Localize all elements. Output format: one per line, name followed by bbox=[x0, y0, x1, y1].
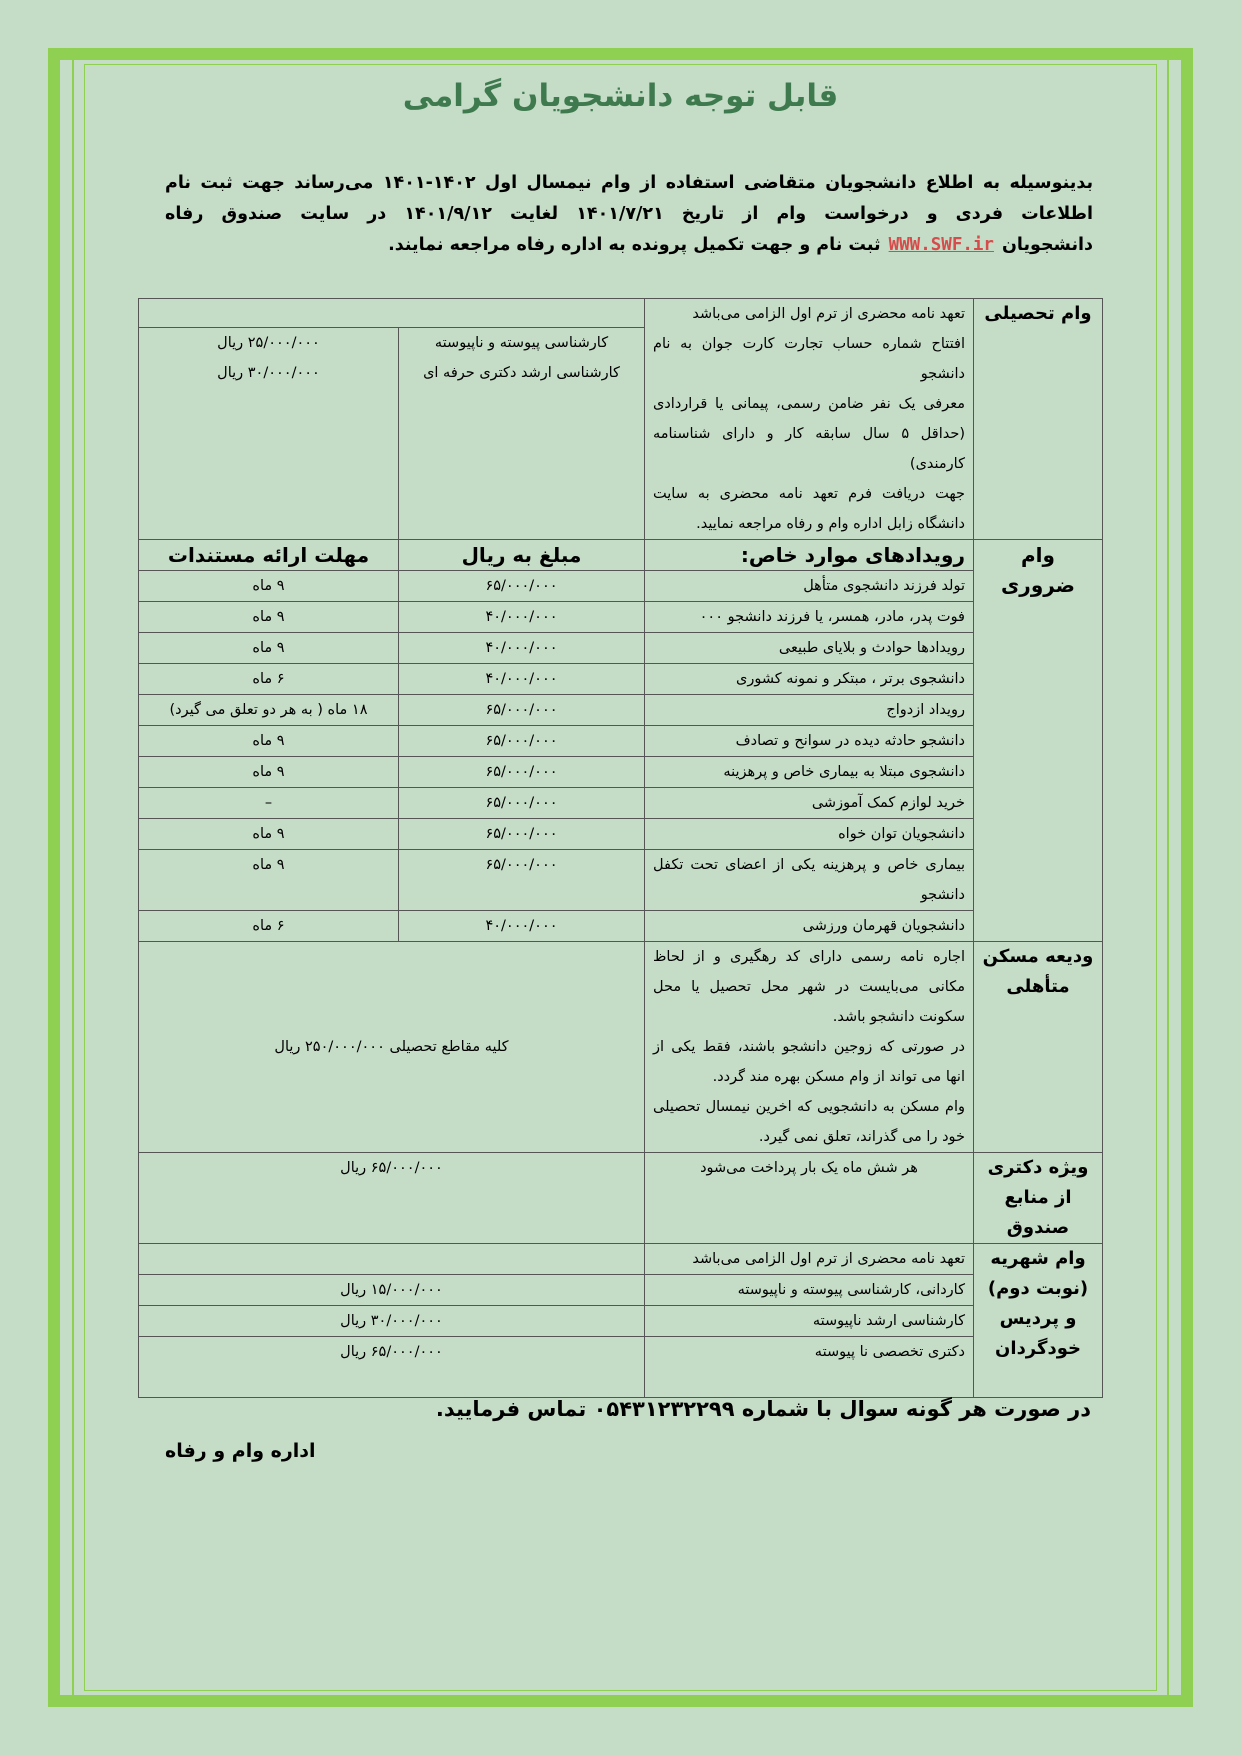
event-cell: دانشجو حادثه دیده در سوانح و تصادف bbox=[645, 726, 974, 757]
phd-description: هر شش ماه یک بار پرداخت می‌شود bbox=[645, 1153, 974, 1244]
housing-amount: کلیه مقاطع تحصیلی ۲۵۰/۰۰۰/۰۰۰ ریال bbox=[139, 942, 645, 1153]
condition-item: تعهد نامه محضری از ترم اول الزامی می‌باشد bbox=[692, 306, 965, 322]
deadline-cell: ۹ ماه bbox=[139, 571, 399, 602]
deadline-cell: – bbox=[139, 788, 399, 819]
page-title: قابل توجه دانشجویان گرامی bbox=[402, 78, 839, 114]
table-row bbox=[139, 757, 1103, 788]
amount-cell: ۳۰/۰۰۰/۰۰۰ ریال bbox=[139, 1306, 645, 1337]
amount-cell: ۴۰/۰۰۰/۰۰۰ bbox=[399, 664, 645, 695]
deadline-cell: ۹ ماه bbox=[139, 633, 399, 664]
condition-item: اجاره نامه رسمی دارای کد رهگیری و از لحاظ مکانی می‌بایست در شهر محل تحصیل یا محل سکونت دانشجو باشد. bbox=[653, 949, 965, 1025]
amount-item: ۳۰/۰۰۰/۰۰۰ ریال bbox=[217, 365, 320, 381]
event-cell: دانشجوی مبتلا به بیماری خاص و پرهزینه bbox=[645, 757, 974, 788]
table-row bbox=[139, 1337, 1103, 1398]
event-cell: رویدادها حوادث و بلایای طبیعی bbox=[645, 633, 974, 664]
amount-item: ۲۵/۰۰۰/۰۰۰ ریال bbox=[217, 335, 320, 351]
contact-note: در صورت هر گونه سوال با شماره ۰۵۴۳۱۲۳۲۲۹۹ تماس فرمایید. bbox=[435, 1397, 1091, 1421]
table-row bbox=[139, 664, 1103, 695]
event-cell: خرید لوازم کمک آموزشی bbox=[645, 788, 974, 819]
level-item: کارشناسی ارشد دکتری حرفه ای bbox=[423, 365, 620, 381]
event-cell: تولد فرزند دانشجوی متأهل bbox=[645, 571, 974, 602]
table-row bbox=[139, 571, 1103, 602]
table-row bbox=[139, 1275, 1103, 1306]
deadline-cell: ۹ ماه bbox=[139, 850, 399, 911]
header-events: رویدادهای موارد خاص: bbox=[645, 540, 974, 571]
event-cell: بیماری خاص و پرهزینه یکی از اعضای تحت تکفل دانشجو bbox=[645, 850, 974, 911]
category-tuition-loan: وام شهریه (نوبت دوم) و پردیس خودگردان bbox=[974, 1244, 1103, 1398]
event-cell: فوت پدر، مادر، همسر، یا فرزند دانشجو ۰۰۰ bbox=[645, 602, 974, 633]
deadline-cell: ۶ ماه bbox=[139, 664, 399, 695]
amount-cell: ۶۵/۰۰۰/۰۰۰ bbox=[399, 819, 645, 850]
empty-cell bbox=[139, 299, 645, 328]
amount-cell: ۴۰/۰۰۰/۰۰۰ bbox=[399, 633, 645, 664]
amount-cell: ۶۵/۰۰۰/۰۰۰ bbox=[399, 726, 645, 757]
amount-cell: ۴۰/۰۰۰/۰۰۰ bbox=[399, 602, 645, 633]
deadline-cell: ۹ ماه bbox=[139, 726, 399, 757]
condition-item: معرفی یک نفر ضامن رسمی، پیمانی یا قراردادی (حداقل ۵ سال سابقه کار و دارای شناسنامه کارمندی) bbox=[653, 396, 965, 472]
intro-paragraph bbox=[165, 168, 1093, 261]
condition-item: وام مسکن به دانشجویی که اخرین نیمسال تحصیلی خود را می گذراند، تعلق نمی گیرد. bbox=[653, 1099, 965, 1145]
housing-conditions bbox=[645, 942, 974, 1153]
category-housing-loan: ودیعه مسکن متأهلی bbox=[974, 942, 1103, 1153]
amount-cell: ۱۵/۰۰۰/۰۰۰ ریال bbox=[139, 1275, 645, 1306]
amount-cell: ۶۵/۰۰۰/۰۰۰ bbox=[399, 788, 645, 819]
swf-link[interactable]: WWW.SWF.ir bbox=[888, 235, 994, 255]
education-conditions bbox=[645, 299, 974, 540]
event-cell: دانشجوی برتر ، مبتکر و نمونه کشوری bbox=[645, 664, 974, 695]
amount-cell: ۶۵/۰۰۰/۰۰۰ bbox=[399, 757, 645, 788]
category-emergency-loan: وام ضروری bbox=[974, 540, 1103, 942]
condition-item: جهت دریافت فرم تعهد نامه محضری به سایت دانشگاه زابل اداره وام و رفاه مراجعه نمایید. bbox=[653, 486, 965, 532]
level-cell: دکتری تخصصی نا پیوسته bbox=[645, 1337, 974, 1398]
amount-cell: ۴۰/۰۰۰/۰۰۰ bbox=[399, 911, 645, 942]
amount-cell: ۶۵/۰۰۰/۰۰۰ bbox=[399, 850, 645, 911]
amount-cell: ۶۵/۰۰۰/۰۰۰ bbox=[399, 571, 645, 602]
table-row bbox=[139, 695, 1103, 726]
level-cell: کارشناسی ارشد ناپیوسته bbox=[645, 1306, 974, 1337]
table-row bbox=[139, 819, 1103, 850]
signature: اداره وام و رفاه bbox=[165, 1440, 316, 1462]
table-row bbox=[139, 633, 1103, 664]
intro-text-2: ثبت نام و جهت تکمیل پرونده به اداره رفاه مراجعه نمایند. bbox=[388, 235, 881, 255]
condition-item: افتتاح شماره حساب تجارت کارت جوان به نام دانشجو bbox=[653, 336, 965, 382]
level-cell: کاردانی، کارشناسی پیوسته و ناپیوسته bbox=[645, 1275, 974, 1306]
event-cell: رویداد ازدواج bbox=[645, 695, 974, 726]
header-amount: مبلغ به ریال bbox=[399, 540, 645, 571]
deadline-cell: ۶ ماه bbox=[139, 911, 399, 942]
education-amounts bbox=[139, 328, 399, 540]
table-row bbox=[139, 911, 1103, 942]
deadline-cell: ۱۸ ماه ( به هر دو تعلق می گیرد) bbox=[139, 695, 399, 726]
table-row bbox=[139, 788, 1103, 819]
deadline-cell: ۹ ماه bbox=[139, 757, 399, 788]
phd-amount: ۶۵/۰۰۰/۰۰۰ ریال bbox=[139, 1153, 645, 1244]
event-cell: دانشجویان قهرمان ورزشی bbox=[645, 911, 974, 942]
category-phd-loan: ویژه دکتری از منابع صندوق bbox=[974, 1153, 1103, 1244]
loan-table bbox=[138, 298, 1103, 1398]
table-row bbox=[139, 726, 1103, 757]
table-row bbox=[139, 1306, 1103, 1337]
tuition-condition: تعهد نامه محضری از ترم اول الزامی می‌باشد bbox=[645, 1244, 974, 1275]
condition-item: در صورتی که زوجین دانشجو باشند، فقط یکی از انها می تواند از وام مسکن بهره مند گردد. bbox=[653, 1039, 965, 1085]
empty-cell bbox=[139, 1244, 645, 1275]
intro-text-1: بدینوسیله به اطلاع دانشجویان متقاضی استفاده از وام نیمسال اول ۱۴۰۲-۱۴۰۱ می‌رساند جهت ثبت نام اطلاعات فردی و درخواست وام از تاریخ ۱۴۰۱/۷/۲۱ لغایت ۱۴۰۱/۹/۱۲ در سایت صندوق رفاه دانشجویان bbox=[165, 173, 1094, 255]
amount-cell: ۶۵/۰۰۰/۰۰۰ bbox=[399, 695, 645, 726]
deadline-cell: ۹ ماه bbox=[139, 819, 399, 850]
event-cell: دانشجویان توان خواه bbox=[645, 819, 974, 850]
education-levels bbox=[399, 328, 645, 540]
deadline-cell: ۹ ماه bbox=[139, 602, 399, 633]
amount-cell: ۶۵/۰۰۰/۰۰۰ ریال bbox=[139, 1337, 645, 1398]
level-item: کارشناسی پیوسته و ناپیوسته bbox=[434, 335, 609, 351]
header-deadline: مهلت ارائه مستندات bbox=[139, 540, 399, 571]
table-row bbox=[139, 850, 1103, 911]
table-row bbox=[139, 602, 1103, 633]
category-education-loan: وام تحصیلی bbox=[974, 299, 1103, 540]
